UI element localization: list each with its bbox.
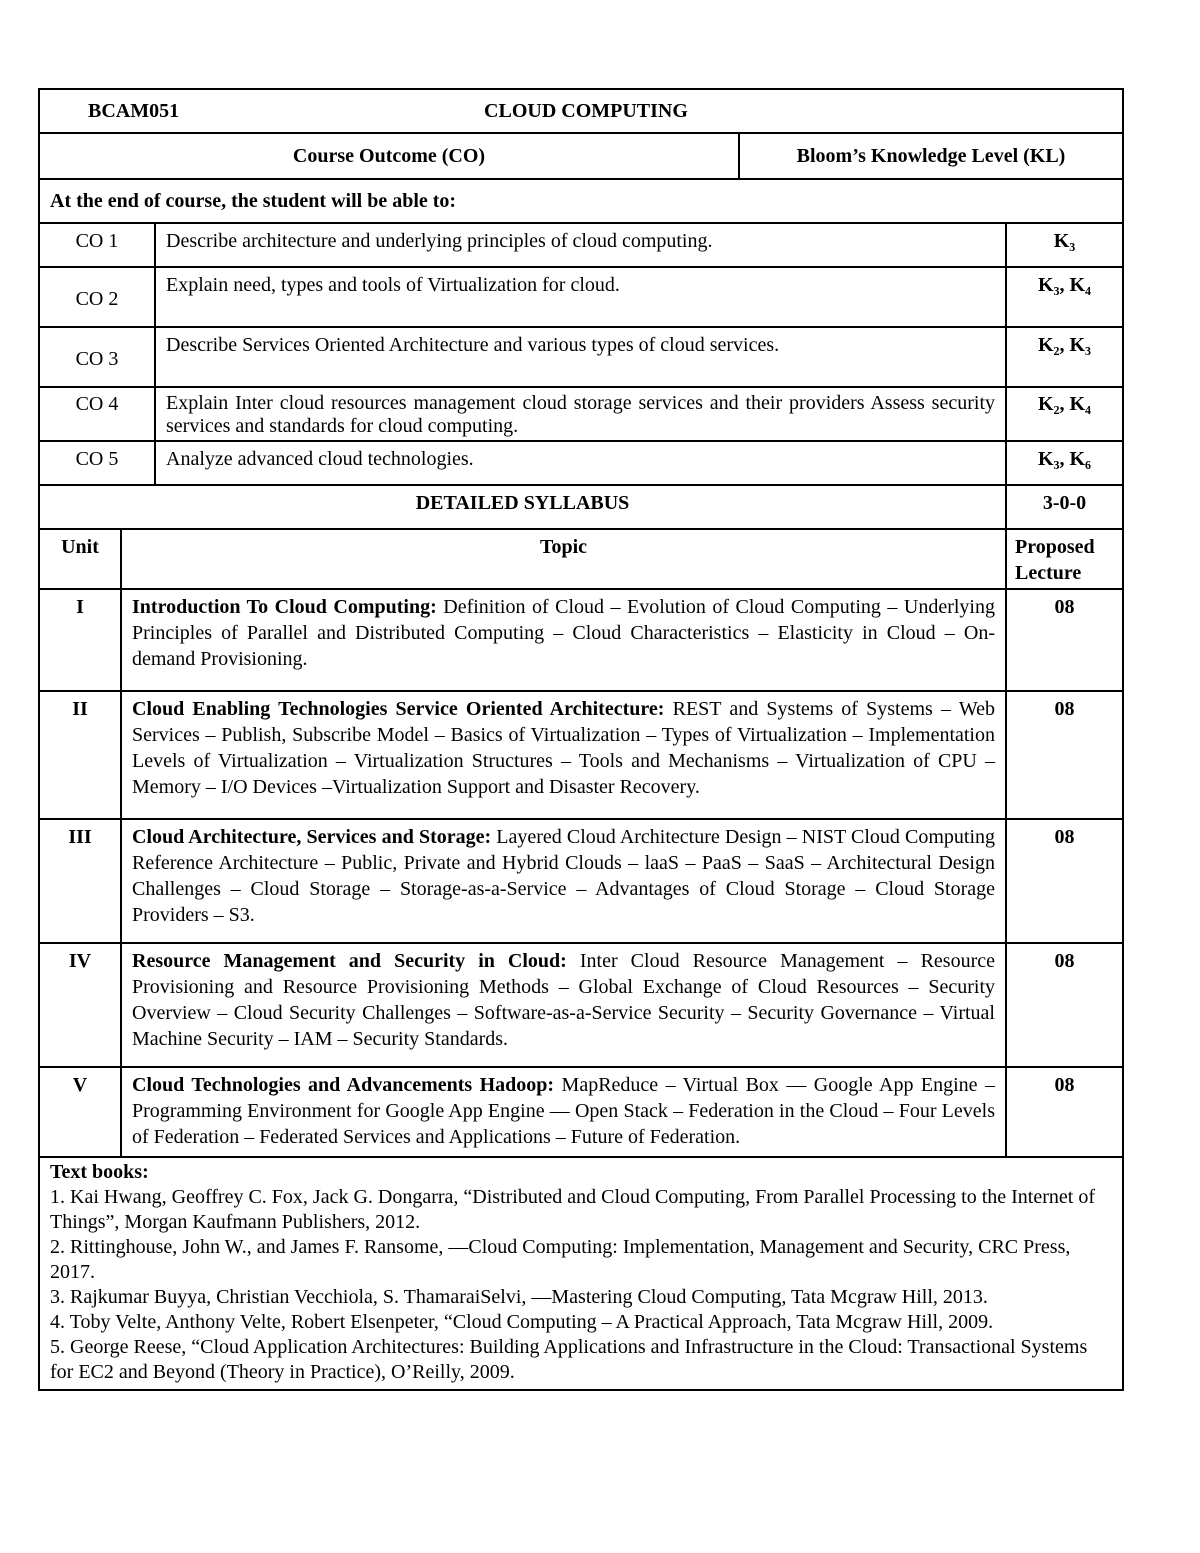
course-code: BCAM051 (88, 100, 180, 122)
unit-row (40, 590, 1122, 692)
unit-row (40, 692, 1122, 820)
unit-heading: Cloud Architecture, Services and Storage: (132, 826, 492, 848)
unit-lectures: 08 (1054, 826, 1075, 848)
unit-body: Inter Cloud Resource Management – Resource Provisioning and Resource Provisioning Methods – Global Exchange of Cloud Resources – Security Overview – Cloud Security Challenges – Software-as-a-Service Security – Security Governance – Virtual Machine Security – IAM – Security Standards. (132, 950, 995, 1050)
syllabus-header-row (40, 486, 1122, 530)
outcome-text: Describe architecture and underlying principles of cloud computing. (156, 224, 1007, 266)
unit-body: Definition of Cloud – Evolution of Cloud Computing – Underlying Principles of Parallel and Distributed Computing – Cloud Characteristics – Elasticity in Cloud – On-demand Provisioning. (132, 596, 995, 670)
unit-body: REST and Systems of Systems – Web Services – Publish, Subscribe Model – Basics of Virtualization – Types of Virtualization – Implementation Levels of Virtualization – Virtualization Structures – Tools and Mechanisms – Virtualization of CPU – Memory – I/O Devices –Virtualization Support and Disaster Recovery. (132, 698, 995, 798)
unit-body: Layered Cloud Architecture Design – NIST Cloud Computing Reference Architecture – Public, Private and Hybrid Clouds – laaS – PaaS – SaaS – Architectural Design Challenges – Cloud Storage – Storage-as-a-Service – Advantages of Cloud Storage – Cloud Storage Providers – S3. (132, 826, 996, 926)
outcome-kl: K₂, K₄ (1037, 393, 1092, 415)
unit-lectures: 08 (1054, 950, 1075, 972)
outcome-text: Describe Services Oriented Architecture and various types of cloud services. (156, 328, 1007, 386)
unit-row (40, 1068, 1122, 1158)
outcome-id: CO 4 (40, 388, 156, 440)
outcome-header-row (40, 134, 1122, 180)
unit-row (40, 820, 1122, 944)
course-header-row (40, 90, 1122, 134)
outcome-row (40, 224, 1122, 268)
unit-topic (122, 944, 1007, 1066)
unit-number: I (40, 590, 122, 690)
outcome-row (40, 442, 1122, 486)
unit-body: MapReduce – Virtual Box — Google App Engine – Programming Environment for Google App Engine — Open Stack – Federation in the Cloud – Four Levels of Federation – Federated Services and Applications – Future of Federation. (132, 1074, 995, 1148)
syllabus-column-headers (40, 530, 1122, 590)
unit-heading: Introduction To Cloud Computing: (132, 596, 437, 618)
unit-heading: Cloud Technologies and Advancements Hadoop: (132, 1074, 555, 1096)
course-title: CLOUD COMPUTING (484, 100, 688, 122)
unit-number: II (40, 692, 122, 818)
unit-number: IV (40, 944, 122, 1066)
outcome-row (40, 388, 1122, 442)
unit-topic (122, 1068, 1007, 1156)
outcome-kl: K₃ (1053, 230, 1076, 252)
outcome-id: CO 5 (40, 442, 156, 484)
unit-topic (122, 820, 1007, 942)
unit-column-header: Unit (40, 530, 122, 588)
textbook-item: 3. Rajkumar Buyya, Christian Vecchiola, S. ThamaraiSelvi, —Mastering Cloud Computing, Tata Mcgraw Hill, 2013. (50, 1286, 988, 1308)
topic-column-header: Topic (122, 530, 1007, 588)
unit-topic (122, 692, 1007, 818)
unit-lectures: 08 (1054, 1074, 1075, 1096)
outcome-id: CO 3 (40, 328, 156, 386)
unit-number: III (40, 820, 122, 942)
intro-text: At the end of course, the student will be able to: (50, 190, 457, 212)
unit-row (40, 944, 1122, 1068)
textbook-item: 1. Kai Hwang, Geoffrey C. Fox, Jack G. Dongarra, “Distributed and Cloud Computing, From Parallel Processing to the Internet of Things”, Morgan Kaufmann Publishers, 2012. (50, 1186, 1095, 1233)
textbook-item: 5. George Reese, “Cloud Application Architectures: Building Applications and Infrastructure in the Cloud: Transactional Systems for EC2 and Beyond (Theory in Practice), O’Reilly, 2009. (50, 1336, 1088, 1383)
outcome-text: Analyze advanced cloud technologies. (156, 442, 1007, 484)
unit-lectures: 08 (1054, 596, 1075, 618)
outcome-id: CO 2 (40, 268, 156, 326)
kl-column-header: Bloom’s Knowledge Level (KL) (796, 145, 1066, 167)
unit-number: V (40, 1068, 122, 1156)
unit-lectures: 08 (1054, 698, 1075, 720)
textbooks-title: Text books: (50, 1161, 149, 1183)
lecture-column-header: Proposed Lecture (1015, 536, 1095, 584)
unit-topic (122, 590, 1007, 690)
outcome-row (40, 268, 1122, 328)
outcome-id: CO 1 (40, 224, 156, 266)
syllabus-title: DETAILED SYLLABUS (40, 486, 1007, 528)
outcome-row (40, 328, 1122, 388)
unit-heading: Cloud Enabling Technologies Service Oriented Architecture: (132, 698, 665, 720)
intro-row (40, 180, 1122, 224)
syllabus-page (38, 88, 1124, 1391)
outcome-kl: K₃, K₆ (1037, 448, 1092, 470)
syllabus-table (38, 88, 1124, 1391)
syllabus-ltp: 3-0-0 (1042, 492, 1087, 514)
outcome-kl: K₂, K₃ (1037, 334, 1092, 356)
outcome-text: Explain Inter cloud resources management cloud storage services and their providers Assess security services and standards for cloud computing. (156, 388, 1007, 440)
textbook-item: 2. Rittinghouse, John W., and James F. Ransome, —Cloud Computing: Implementation, Management and Security, CRC Press, 2017. (50, 1236, 1071, 1283)
outcome-text: Explain need, types and tools of Virtualization for cloud. (156, 268, 1007, 326)
textbooks-section (40, 1158, 1122, 1389)
textbook-item: 4. Toby Velte, Anthony Velte, Robert Elsenpeter, “Cloud Computing – A Practical Approach, Tata Mcgraw Hill, 2009. (50, 1311, 994, 1333)
unit-heading: Resource Management and Security in Cloud: (132, 950, 567, 972)
outcome-kl: K₃, K₄ (1037, 274, 1092, 296)
co-column-header: Course Outcome (CO) (40, 134, 740, 178)
